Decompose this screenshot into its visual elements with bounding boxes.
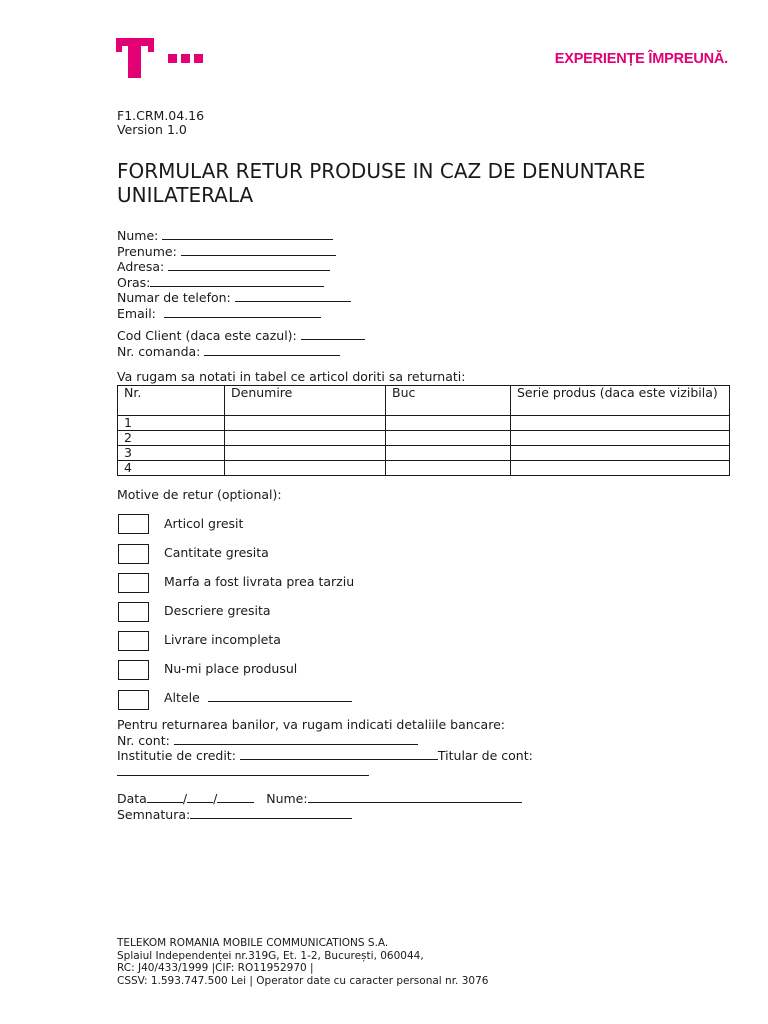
title-line: UNILATERALA bbox=[117, 183, 254, 207]
fill-line[interactable] bbox=[301, 328, 365, 340]
field-label: Numar de telefon: bbox=[117, 290, 231, 305]
table-cell[interactable] bbox=[225, 461, 386, 476]
field-label: Titular de cont: bbox=[437, 748, 533, 763]
table-cell[interactable] bbox=[386, 431, 511, 446]
field-label: Nr. comanda: bbox=[117, 343, 201, 359]
table-cell[interactable] bbox=[225, 416, 386, 431]
fill-line[interactable] bbox=[147, 791, 183, 803]
fill-line[interactable] bbox=[208, 690, 352, 702]
logo-dot-icon bbox=[168, 54, 177, 63]
field-label: Oras: bbox=[117, 274, 151, 290]
footer-registry: RC: J40/433/1999 |CIF: RO11952970 | bbox=[117, 962, 314, 975]
reason-checkbox[interactable] bbox=[118, 544, 149, 564]
table-cell[interactable] bbox=[386, 461, 511, 476]
nr-cont-field[interactable] bbox=[117, 733, 533, 749]
table-cell[interactable] bbox=[511, 416, 730, 431]
adresa-field[interactable] bbox=[117, 259, 351, 275]
table-cell[interactable] bbox=[511, 431, 730, 446]
fill-line[interactable] bbox=[181, 244, 336, 256]
document-version: Version 1.0 bbox=[117, 122, 187, 137]
titular-line-field[interactable] bbox=[117, 764, 533, 780]
oras-field[interactable] bbox=[117, 275, 351, 291]
footer-company: TELEKOM ROMANIA MOBILE COMMUNICATIONS S.A. bbox=[117, 937, 389, 949]
reasons-heading: Motive de retur (optional): bbox=[117, 487, 282, 502]
semnatura-field[interactable] bbox=[117, 807, 522, 823]
table-cell[interactable] bbox=[225, 431, 386, 446]
nume-field[interactable] bbox=[117, 228, 351, 244]
row-number: 3 bbox=[118, 446, 225, 461]
field-label: Email: bbox=[117, 305, 156, 321]
field-label: Nume: bbox=[117, 228, 159, 243]
reason-checkbox[interactable] bbox=[118, 660, 149, 680]
fill-line[interactable] bbox=[217, 791, 254, 803]
company-footer bbox=[117, 937, 488, 988]
table-header-row bbox=[118, 386, 730, 416]
row-number: 1 bbox=[118, 416, 225, 431]
logo-dot-icon bbox=[194, 54, 203, 63]
fill-line[interactable] bbox=[174, 733, 418, 745]
reason-label: Articol gresit bbox=[164, 516, 244, 531]
cod-client-field[interactable] bbox=[117, 328, 365, 344]
table-row bbox=[118, 416, 730, 431]
personal-details bbox=[117, 228, 351, 321]
signature-block bbox=[117, 791, 522, 822]
field-label: Nr. cont: bbox=[117, 732, 170, 748]
nr-comanda-field[interactable] bbox=[117, 344, 365, 360]
fill-line[interactable] bbox=[168, 259, 330, 271]
fill-line[interactable] bbox=[164, 306, 321, 318]
reason-label: Marfa a fost livrata prea tarziu bbox=[164, 574, 355, 589]
table-intro: Va rugam sa notati in tabel ce articol doriti sa returnati: bbox=[117, 369, 466, 384]
fill-line[interactable] bbox=[240, 748, 438, 760]
reason-checkbox[interactable] bbox=[118, 514, 149, 534]
field-label: Nume: bbox=[266, 791, 308, 806]
prenume-field[interactable] bbox=[117, 244, 351, 260]
field-label: Prenume: bbox=[117, 243, 177, 259]
reason-checkbox[interactable] bbox=[118, 573, 149, 593]
table-header-cell: Nr. bbox=[118, 386, 225, 416]
institutie-field[interactable] bbox=[117, 748, 533, 764]
date-name-field[interactable]: Data / / Nume: bbox=[117, 791, 522, 807]
table-header-cell: Denumire bbox=[225, 386, 386, 416]
field-label: Cod Client (daca este cazul): bbox=[117, 328, 297, 343]
logo-dot-icon bbox=[181, 54, 190, 63]
reason-label: Nu-mi place produsul bbox=[164, 661, 298, 676]
email-field[interactable] bbox=[117, 306, 351, 322]
reason-checkbox[interactable] bbox=[118, 602, 149, 622]
fill-line[interactable] bbox=[117, 764, 369, 776]
row-number: 2 bbox=[118, 431, 225, 446]
field-label: Data bbox=[117, 791, 147, 806]
fill-line[interactable] bbox=[150, 275, 324, 287]
reason-checkbox[interactable] bbox=[118, 631, 149, 651]
table-header-cell: Serie produs (daca este vizibila) bbox=[511, 386, 730, 416]
table-row bbox=[118, 461, 730, 476]
fill-line[interactable] bbox=[190, 807, 352, 819]
row-number: 4 bbox=[118, 461, 225, 476]
field-label: Adresa: bbox=[117, 259, 165, 274]
table-row bbox=[118, 431, 730, 446]
footer-address: Splaiul Independenței nr.319G, Et. 1-2, București, 060044, bbox=[117, 949, 424, 962]
table-cell[interactable] bbox=[511, 461, 730, 476]
bank-details bbox=[117, 718, 533, 779]
title-line: FORMULAR RETUR PRODUSE IN CAZ DE DENUNTARE bbox=[117, 159, 646, 183]
fill-line[interactable] bbox=[204, 344, 340, 356]
telefon-field[interactable] bbox=[117, 290, 351, 306]
document-title bbox=[117, 159, 717, 207]
bank-intro: Pentru returnarea banilor, va rugam indicati detaliile bancare: bbox=[117, 717, 505, 732]
reason-checkbox[interactable] bbox=[118, 690, 149, 710]
telekom-t-logo-icon bbox=[116, 38, 154, 78]
reason-label: Livrare incompleta bbox=[164, 632, 281, 647]
client-details bbox=[117, 328, 365, 359]
fill-line[interactable] bbox=[187, 791, 213, 803]
table-header-cell: Buc bbox=[386, 386, 511, 416]
table-cell[interactable] bbox=[511, 446, 730, 461]
reason-label: Cantitate gresita bbox=[164, 545, 269, 560]
reason-other bbox=[164, 690, 352, 705]
document-code: F1.CRM.04.16 bbox=[117, 108, 205, 123]
table-cell[interactable] bbox=[386, 446, 511, 461]
table-row bbox=[118, 446, 730, 461]
table-cell[interactable] bbox=[225, 446, 386, 461]
field-label: Semnatura: bbox=[117, 806, 191, 822]
fill-line[interactable] bbox=[162, 228, 333, 240]
reason-label: Descriere gresita bbox=[164, 603, 271, 618]
footer-capital: CSSV: 1.593.747.500 Lei | Operator date cu caracter personal nr. 3076 bbox=[117, 975, 489, 988]
brand-slogan: EXPERIENȚE ÎMPREUNĂ. bbox=[554, 51, 728, 67]
reason-label: Altele bbox=[164, 690, 200, 705]
return-items-table bbox=[117, 385, 730, 476]
fill-line[interactable] bbox=[308, 791, 522, 803]
table-cell[interactable] bbox=[386, 416, 511, 431]
field-label: Institutie de credit: bbox=[117, 748, 236, 763]
fill-line[interactable] bbox=[235, 290, 351, 302]
